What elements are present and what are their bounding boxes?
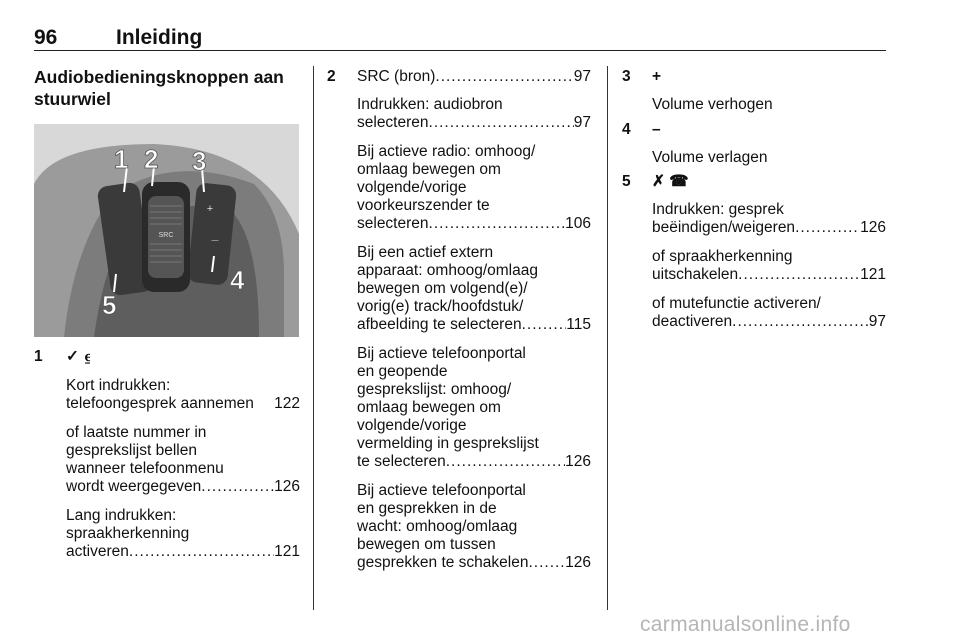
page-reference[interactable]: 121 bbox=[274, 543, 300, 560]
callout-2: 2 bbox=[144, 144, 159, 174]
item-4-symbol: – bbox=[652, 121, 661, 138]
column-divider-1 bbox=[313, 66, 314, 610]
text-line: omlaag bewegen om bbox=[357, 399, 501, 416]
text-line: gesprekslijst bellen bbox=[66, 442, 197, 459]
page-number: 96 bbox=[34, 26, 58, 49]
text-line: Kort indrukken: bbox=[66, 377, 171, 394]
watermark: carmanualsonline.info bbox=[640, 613, 851, 636]
index-entry: te selecteren ..... 126 bbox=[357, 453, 591, 472]
index-entry: afbeelding te selecteren ..... 115 bbox=[357, 316, 591, 335]
item-1-symbol: ✓ ⍷ bbox=[66, 348, 93, 365]
item-4-number: 4 bbox=[622, 121, 631, 138]
page-reference[interactable]: 106 bbox=[565, 215, 591, 232]
column-divider-2 bbox=[607, 66, 608, 610]
index-entry: deactiveren ..... 97 bbox=[652, 313, 886, 332]
text-line: vorig(e) track/hoofdstuk/ bbox=[357, 298, 524, 315]
text-line: Lang indrukken: bbox=[66, 507, 177, 524]
item-5-symbol: ✗ ☎ bbox=[652, 173, 689, 190]
callout-3: 3 bbox=[192, 146, 207, 176]
text-line: of spraakherkenning bbox=[652, 248, 793, 265]
text-line: Bij actieve telefoonportal bbox=[357, 482, 526, 499]
text-line: en gesprekken in de bbox=[357, 500, 497, 517]
page-reference[interactable]: 97 bbox=[573, 114, 591, 131]
index-entry: SRC (bron) ..... 97 bbox=[357, 68, 591, 87]
text-line: wacht: omhoog/omlaag bbox=[357, 518, 518, 535]
minus-label: — bbox=[211, 237, 219, 244]
text-line: vermelding in gesprekslijst bbox=[357, 435, 539, 452]
text-line: volgende/vorige bbox=[357, 179, 467, 196]
item-1-number: 1 bbox=[34, 348, 43, 365]
text-line: of laatste nummer in bbox=[66, 424, 207, 441]
text-line: Indrukken: audiobron bbox=[357, 96, 503, 113]
item-5-number: 5 bbox=[622, 173, 631, 190]
page-reference[interactable]: 126 bbox=[860, 219, 886, 236]
index-entry: wordt weergegeven ..... 126 bbox=[66, 478, 300, 497]
text-line: gesprekslijst: omhoog/ bbox=[357, 381, 512, 398]
page-reference[interactable]: 122 bbox=[274, 395, 300, 412]
text-line: bewegen om tussen bbox=[357, 536, 496, 553]
text-line: of mutefunctie activeren/ bbox=[652, 295, 821, 312]
page-reference[interactable]: 126 bbox=[274, 478, 300, 495]
text-line: Volume verhogen bbox=[652, 96, 773, 113]
callout-1: 1 bbox=[114, 144, 129, 174]
index-entry: selecteren ..... 106 bbox=[357, 215, 591, 234]
callout-4: 4 bbox=[230, 265, 245, 295]
callout-5: 5 bbox=[102, 290, 117, 320]
text-line: Bij actieve radio: omhoog/ bbox=[357, 143, 536, 160]
src-label: SRC bbox=[158, 232, 174, 239]
section-title-line-1: Audiobedieningsknoppen aan bbox=[34, 67, 284, 87]
item-3-symbol: + bbox=[652, 68, 662, 85]
text-line: en geopende bbox=[357, 363, 448, 380]
index-entry: uitschakelen ..... 121 bbox=[652, 266, 886, 285]
text-line: bewegen om volgend(e)/ bbox=[357, 280, 528, 297]
text-line: apparaat: omhoog/omlaag bbox=[357, 262, 538, 279]
index-entry: activeren ..... 121 bbox=[66, 543, 300, 562]
steering-wheel-photo bbox=[34, 124, 299, 337]
text-line: Volume verlagen bbox=[652, 149, 768, 166]
section-title-line-2: stuurwiel bbox=[34, 89, 111, 109]
text-line: voorkeurszender te bbox=[357, 197, 490, 214]
page-reference[interactable]: 115 bbox=[566, 316, 591, 333]
section-title bbox=[34, 66, 304, 110]
text-line: Indrukken: gesprek bbox=[652, 201, 784, 218]
index-entry: selecteren ..... 97 bbox=[357, 114, 591, 133]
page-header bbox=[34, 22, 886, 51]
text-line: omlaag bewegen om bbox=[357, 161, 501, 178]
page-reference[interactable]: 97 bbox=[573, 68, 591, 85]
steering-wheel-illustration bbox=[34, 124, 299, 337]
plus-label: + bbox=[206, 203, 214, 215]
chapter-title: Inleiding bbox=[116, 26, 203, 49]
item-2-number: 2 bbox=[327, 68, 336, 85]
page-reference[interactable]: 121 bbox=[860, 266, 886, 283]
index-entry: beëindigen/weigeren ..... 126 bbox=[652, 219, 886, 238]
text-line: Bij actieve telefoonportal bbox=[357, 345, 526, 362]
text-line: spraakherkenning bbox=[66, 525, 190, 542]
index-entry: gesprekken te schakelen ..... 126 bbox=[357, 554, 591, 573]
text-line: wanneer telefoonmenu bbox=[66, 460, 224, 477]
index-entry: telefoongesprek aannemen 122 bbox=[66, 395, 300, 412]
page-reference[interactable]: 97 bbox=[868, 313, 886, 330]
item-3-number: 3 bbox=[622, 68, 631, 85]
text-line: volgende/vorige bbox=[357, 417, 467, 434]
page-reference[interactable]: 126 bbox=[565, 554, 591, 571]
page-reference[interactable]: 126 bbox=[565, 453, 591, 470]
text-line: Bij een actief extern bbox=[357, 244, 494, 261]
